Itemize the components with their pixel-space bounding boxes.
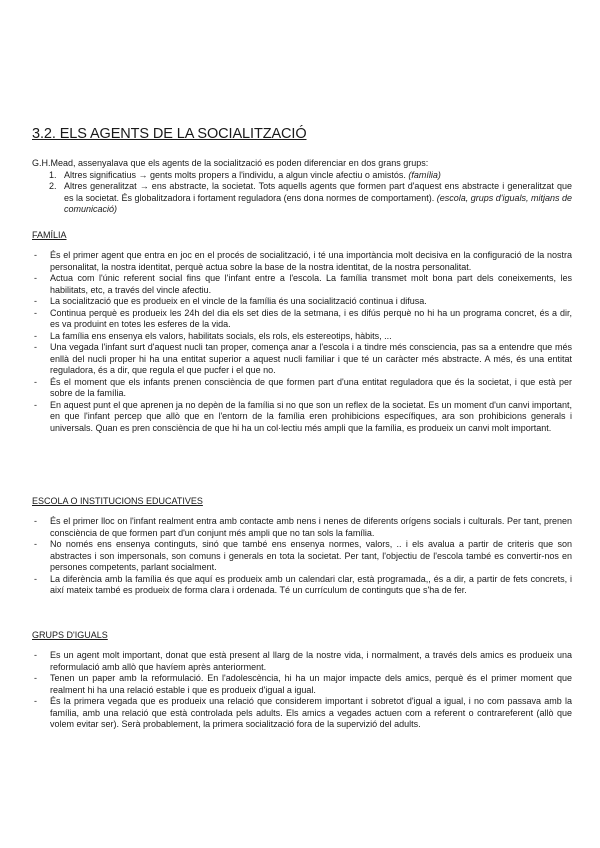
list-item [32, 331, 572, 343]
bullet-dash: - [34, 673, 37, 683]
list-item [32, 273, 572, 296]
list-item-text: Es un agent molt important, donat que està present al llarg de la nostre vida, i normalment, a través dels amics es produeix una reformulació amb allò que havíem après anteriorment. [50, 650, 572, 672]
bullet-dash: - [34, 330, 37, 341]
section-list-familia [32, 250, 572, 434]
section-heading-grups-iguals: GRUPS D'IGUALS [32, 630, 108, 640]
list-item [32, 377, 572, 400]
list-item [32, 516, 572, 539]
list-item-text: La socialització que es produeix en el vincle de la família és una socialització continua i difusa. [50, 296, 427, 306]
section-list-escola [32, 516, 572, 597]
section-heading-escola: ESCOLA O INSTITUCIONS EDUCATIVES [32, 496, 203, 506]
agent-groups-list [32, 170, 572, 216]
page-title: 3.2. ELS AGENTS DE LA SOCIALITZACIÓ [32, 126, 307, 142]
group-text: Altres generalitzat → ens abstracte, la societat. Tots aquells agents que formen part d'aquest ens abstracte i generalitzat que es la societat. És globalitzadora i fortament reguladora (ens dona normes de comportament). [64, 181, 572, 203]
bullet-dash: - [34, 296, 37, 306]
list-item-text: És el primer lloc on l'infant realment entra amb contacte amb nens i nenes de diferents orígens socials i culturals. Per tant, prenen consciència de que formen part d'un conjunt més ampli que no tan sols la família. [50, 516, 572, 538]
section-list-grups-iguals [32, 650, 572, 731]
bullet-dash: - [34, 399, 37, 410]
bullet-dash: - [34, 250, 37, 260]
intro-block [32, 158, 572, 216]
list-item [32, 539, 572, 574]
group-note: (família) [408, 169, 441, 180]
list-item-text: La família ens ensenya els valors, habilitats socials, els rols, els estereotips, hàbits, ... [50, 330, 392, 341]
list-item-text: No només ens ensenya continguts, sinó que també ens ensenya normes, valors, .. i els avalua a partir de criteris que son abstractes i son impersonals, son comuns i generals en tota la societat. Per tant, l'objectiu de l'escola també es convertir-nos en persones competents, parlant socialment. [50, 539, 572, 572]
list-item [32, 250, 572, 273]
list-item [32, 673, 572, 696]
bullet-dash: - [34, 696, 37, 706]
bullet-dash: - [34, 650, 37, 660]
list-item [32, 574, 572, 597]
list-item-text: Continua perquè es produeix les 24h del dia els set dies de la setmana, i es difús perquè no hi ha un programa concret, és a dir, es va produint en totes les esferes de la vida. [50, 307, 572, 329]
section-heading-familia: FAMÍLIA [32, 230, 67, 240]
intro-paragraph: G.H.Mead, assenyalava que els agents de la socialització es poden diferenciar en dos grans grups: [32, 158, 429, 168]
list-item-text: És la primera vegada que es produeix una relació que considerem important i sobretot d'igual a igual, i no com passava amb la família, amb una relació que està controlada pels adults. Els amics a vegades actuen com a referent o contrareferent (allò que volem evitar ser). Serà probablement, la primera socialització fora de la supervizió del adults. [50, 696, 572, 729]
group-number: 2. [49, 181, 57, 191]
list-item-text: Una vegada l'infant surt d'aquest nucli tan proper, comença anar a l'escola i a tindre més consciencia, pas sa a entendre que més enllà del nucli proper hi ha una entitat superior a aquest nucli familiar i que té un caràcter més abstracte. A més, és una entitat reguladora, és a dir, que regula el que pucfer i el que no. [50, 342, 572, 375]
list-item-text: És el primer agent que entra en joc en el procés de socialització, i té una importància molt decisiva en la configuració de la nostra personalitat, la nostra identitat, perquè actua sobre la base de la nostra identitat, de la nostra personalitat. [50, 250, 572, 272]
group-number: 1. [49, 169, 57, 180]
list-item [32, 696, 572, 731]
list-item-text: En aquest punt el que aprenen ja no depèn de la família si no que son un reflex de la societat. Es un moment d'un canvi important, en que l'infant percep que allò que en l'entorn de la família eren prohibicions específiques, ara son prohibicions generals i universals. Quan es pren consciència de que hi ha un col·lectiu més ampli que la família, es produeix un canvi molt important. [50, 399, 572, 433]
list-item [32, 342, 572, 377]
bullet-dash: - [34, 573, 37, 584]
bullet-dash: - [34, 376, 37, 387]
group-text: Altres significatius → gents molts propers a l'individu, a algun vincle afectiu o amistós. [64, 169, 406, 180]
bullet-dash: - [34, 307, 37, 318]
list-item-text: Tenen un paper amb la reformulació. En l'adolescència, hi ha un major impacte dels amics, perquè és el primer moment que realment hi ha una relació estable i que es produeix d'igual a igual. [50, 673, 572, 695]
list-item-text: La diferència amb la família és que aquí es produeix amb un calendari clar, està programada,, és a dir, a partir de fets concrets, i així mateix també es produeix de forma clara i ordenada. Té un currículum de continguts que s'ha de fer. [50, 573, 572, 595]
list-item [32, 296, 572, 308]
bullet-dash: - [34, 273, 37, 283]
agent-group-item [32, 181, 572, 216]
list-item [32, 400, 572, 435]
bullet-dash: - [34, 342, 37, 352]
list-item [32, 650, 572, 673]
bullet-dash: - [34, 539, 37, 549]
group-note: (escola, grups d'iguals, mitjans de comunicació) [64, 192, 573, 214]
agent-group-item [32, 170, 572, 182]
list-item [32, 308, 572, 331]
list-item-text: És el moment que els infants prenen consciència de que formen part d'una entitat reguladora que és la societat, i que està per sobre de la família. [50, 376, 572, 398]
list-item-text: Actua com l'únic referent social fins que l'infant entre a l'escola. La família transmet molt bona part dels coneixements, les habilitats, etc, a través del vincle afectiu. [50, 273, 572, 295]
bullet-dash: - [34, 516, 37, 526]
